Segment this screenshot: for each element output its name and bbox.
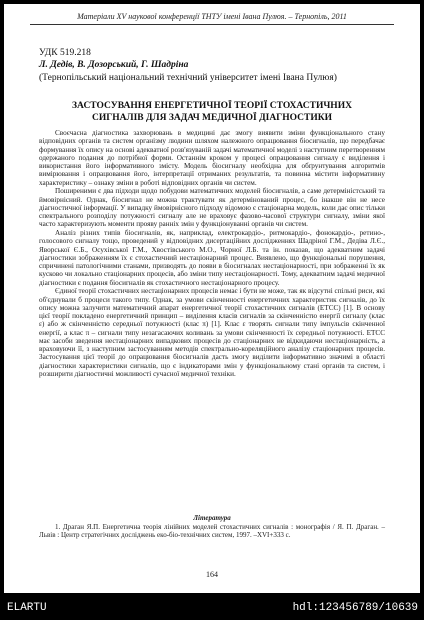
article-body — [39, 129, 385, 379]
repository-label: ELARTU — [7, 602, 47, 614]
title-line-1: ЗАСТОСУВАННЯ ЕНЕРГЕТИЧНОЇ ТЕОРІЇ СТОХАСТИЧНИХ — [72, 101, 352, 111]
reference-item: 1. Драган Я.П. Енергетична теорія лінійних моделей стохастичних сигналів : монографія / Я. П. Драган. – Львів : Центр стратегічних досліджень еко-біо-технічних систем, 1997. –XVI+333 с. — [39, 523, 385, 539]
authors: Л. Дедів, В. Дозорський, Г. Шадріна — [39, 60, 189, 70]
document-page — [4, 4, 420, 593]
article-title — [34, 100, 390, 124]
paragraph: Своєчасна діагностика захворювань в медицині дає змогу виявити зміни функціонального стану відповідних органів та систем організму людини шляхом належного опрацювання біосигналів, що передбачає формування їх опису на основі адекватної розв'язуваній задачі математичної моделі з наступним перетворенням одержаного подання до потрібної форми. Останнім кроком у процесі опрацювання сигналу є виділення і використання його інформативного змісту. Модель біосигналу необхідна для обґрунтування алгоритмів вимірювання і опрацювання його, інтерпретації отриманих результатів, та повинна містити інформативну характеристику – ознаку зміни в роботі відповідних органів чи систем. — [39, 129, 385, 187]
paragraph: Поширеними є два підходи щодо побудови математичних моделей біосигналів, а саме детерміністський та ймовірнісний. Однак, біосигнал не можна трактувати як детермінований процес, бо інакше він не несе діагностичної інформації. У випадку ймовірнісного підходу відомою є стаціонарна модель, коли дає опис тільки спектрального розподілу потужності сигналу але не враховує фазово-часової структури сигналу, зміни якої часто характеризують моменти прояву ранніх змін у функціонуванні органів чи систем. — [39, 187, 385, 229]
paragraph: Аналіз різних типів біосигналів, як, наприклад, електрокардіо-, ритмокардіо-, фонокардіо-, ретино-, голосового сигналу тощо, проведений у відповідних дисертаційних дослідженнях Шадріної Г.М., Дедіва Л.Є., Яворської Є.Б., Осухівської Г.М., Хвостівського М.О., Чорної Л.Б. та ін. показав, що адекватним задачі діагностики зображенням їх є стохастичний нестаціонарний процес. Виявлено, що функціональні порушення, спричинені патологічними станами, призводять до появи в біосигналах нестаціонарності, при зображенні їх як кусково чи локально стаціонарних процесів, або зміни типу нестаціонарності. Тому, адекватним задачі медичної діагностики є подання біосигналів як стохастичного нестаціонарного процесу. — [39, 229, 385, 287]
title-line-2: СИГНАЛІВ ДЛЯ ЗАДАЧ МЕДИЧНОЇ ДІАГНОСТИКИ — [91, 113, 332, 123]
udk-code: УДК 519.218 — [39, 48, 91, 58]
paragraph: Єдиної теорії стохастичних нестаціонарних процесів немає і бути не може, так як відсутні спільні риси, які об'єднували б процеси такого типу. Однак, за умови скінченності енергетичних характеристик сигналів, до їх опису можна залучити математичний апарат енергетичної теорії стохастичних сигналів (ЕТСС) [1]. В основу цієї теорії покладено енергетичний принцип – виділення класів сигналів за скінченністю енергії сигналу (клас ε) або ж скінченністю середньої потужності (клас π) [1]. Клас ε творять сигнали типу імпульсів скінченної енергії, а клас π – сигнали типу незагасаючих коливань за умови скінченності їх середньої потужності. ЕТСС має засоби зведення нестаціонарних випадкових процесів до стаціонарних не відкидаючи нестаціонарність, а враховуючи її, з наступним застосуванням методів спектрально-кореляційного аналізу стаціонарних процесів. Застосування цієї теорії до опрацювання біосигналів дасть змогу виділити інформативно значимі в області діагностики характеристики сигналів, що є індикаторами змін у функціональному стані органів та систем, і розширити діагностичні можливості сучасної медичної техніки. — [39, 287, 385, 378]
affiliation: (Тернопільський національний технічний університет імені Івана Пулюя) — [39, 73, 337, 83]
page-number: 164 — [206, 570, 218, 579]
header-rule — [30, 24, 394, 25]
references-section — [39, 514, 385, 539]
references-title: Література — [193, 514, 231, 522]
handle-id: hdl:123456789/10639 — [292, 602, 418, 614]
running-header: Матеріали XV наукової конференції ТНТУ імені Івана Пулюя. – Тернопіль, 2011 — [77, 12, 347, 21]
